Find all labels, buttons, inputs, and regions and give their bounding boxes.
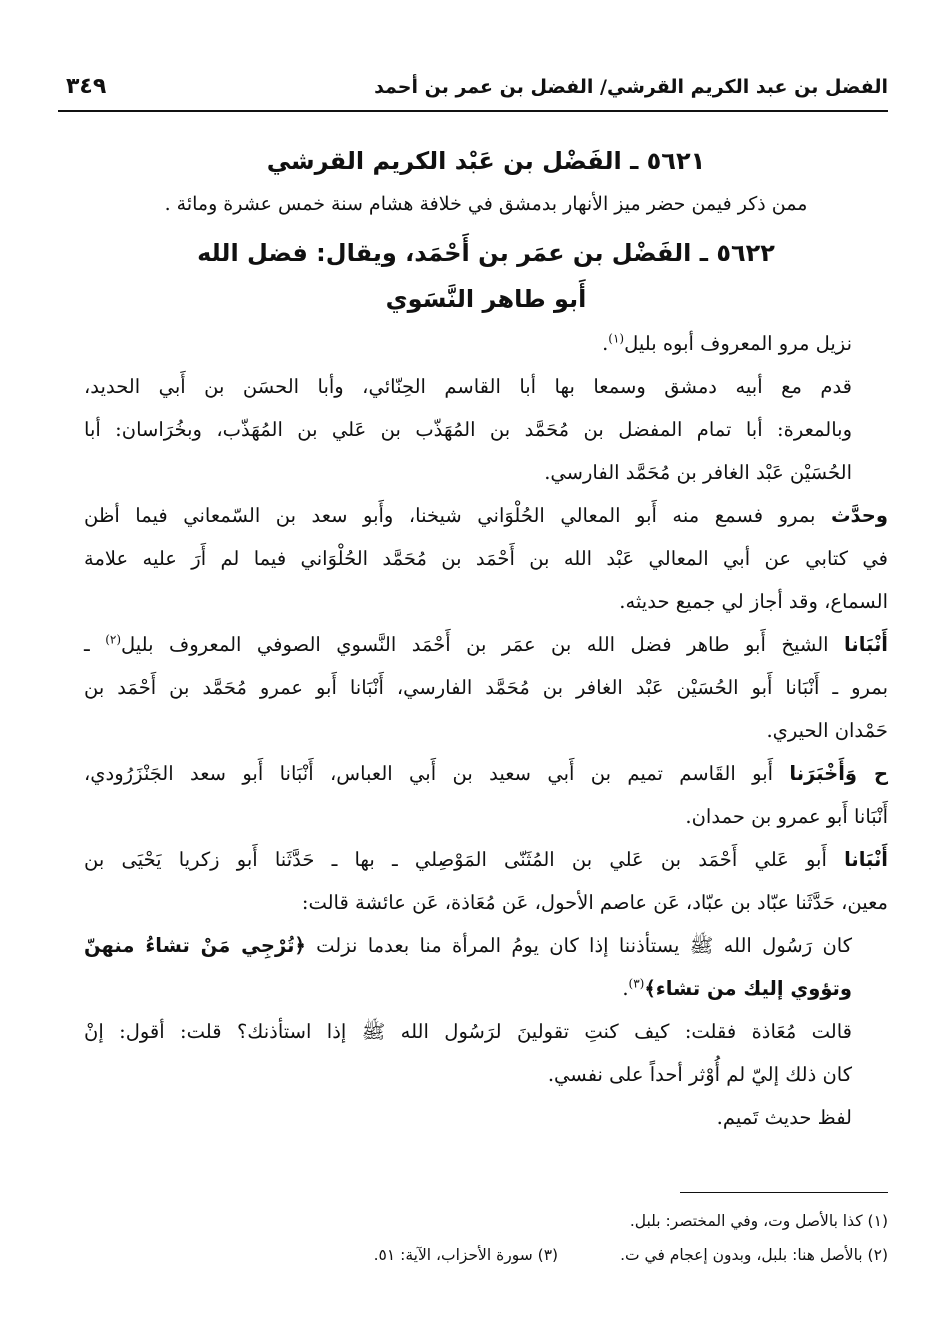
text-line [84,967,888,1010]
line-end: . [622,977,629,1000]
main-text [84,138,888,1139]
paragraph-1 [84,365,888,494]
text-line: أَنْبَانا أَبو عمرو بن حمدان. [685,805,888,828]
footnote-ref-2: (٢) [105,632,122,647]
intro-end: . [602,332,609,355]
text-line: معين، حَدَّثَنا عبّاد بن عبّاد، عَن عاصم الأحول، عَن مُعَاذة، عَن عائشة قالت: [301,891,888,914]
page-number: ٣٤٩ [66,74,107,99]
intro-text: نزيل مرو المعروف أبوه بليل [624,332,852,355]
text-line: قالت مُعَاذة فقلت: كيف كنتِ تقولينَ لرَسُول الله ﷺ إذا استأذنك؟ قلت: أقول: إنْ [84,1020,852,1043]
text-line: بمرو ـ أَنْبَانا أَبو الحُسَيْن عَبْد الغافر بن مُحَمَّد الفارسي، أَنْبَانا أَبو عمرو مُحَمَّد بن أَحْمَد بن [84,676,888,699]
line-text: الشيخ أَبو طاهر فضل الله بن عمَر بن أَحْمَد النَّسوي الصوفي المعروف بليل [121,633,845,656]
entry-5621-text: ممن ذكر فيمن حضر ميز الأنهار بدمشق في خلافة هشام سنة خمس عشرة ومائة . [164,193,808,215]
lead-word: أَنْبَانا [844,848,888,871]
lead-word: وَأَخْبَرَنا [789,762,857,785]
lead-word: وحدَّث [830,504,888,527]
page-header [58,68,888,108]
entry-heading-5622-kunya: أَبو طاهر النَّسَوي [385,285,587,313]
quran-verse: وتؤوي إليك من تشاء﴾ [644,977,852,1000]
text-line [84,623,888,666]
text-line [84,838,888,881]
paragraph-4 [84,752,888,838]
paragraph-3 [84,623,888,752]
paragraph-6 [84,924,888,1010]
line-end: ـ [84,633,106,656]
paragraph-5 [84,838,888,924]
footnote-1: (١) كذا بالأصل وت، وفي المختصر: بلبل. [629,1212,888,1230]
entry-heading-5621: ٥٦٢١ ـ الفَضْل بن عَبْد الكريم القرشي [266,147,706,175]
text-line: في كتابي عن أبي المعالي عَبْد الله بن أَحْمَد بن مُحَمَّد الحُلْوَاني فيما لم أَرَ عليه علامة [84,547,888,570]
running-title: الفضل بن عبد الكريم القرشي/ الفضل بن عمر بن أحمد [374,76,888,98]
line-text: كان رَسُول الله ﷺ يستأذننا إذا كان يومُ المرأة منا بعدما نزلت [305,934,852,957]
line-text: أَبو القَاسم تميم بن أَبي سعيد بن أَبي العباس، أَنْبَانا أَبو سعد الجَنْزَرُودي، [84,762,790,785]
lead-word: أَنْبَانا [844,633,888,656]
quran-verse: ﴿تُرْجِي مَنْ تشاءُ منهنّ [84,934,306,957]
footnote-rule [680,1192,888,1193]
text-line: قدم مع أبيه دمشق وسمعا بها أبا القاسم الحِنّائي، وأبا الحسَن بن أَبي الحديد، [84,375,852,398]
text-line [84,322,888,365]
line-text: أَبو عَلي أَحْمَد بن عَلي بن المُثَنّى المَوْصِلي ـ بها ـ حَدَّثَنا أَبو زكريا يَحْيَى بن [84,848,845,871]
text-line: لفظ حديث تَميم. [716,1106,852,1129]
text-line [84,752,888,795]
text-line: الحُسَيْن عَبْد الغافر بن مُحَمَّد الفارسي. [544,461,852,484]
entry-heading-5622: ٥٦٢٢ ـ الفَضْل بن عمَر بن أَحْمَد، ويقال: فضل الله [197,239,775,267]
footnote-ref-1: (١) [608,331,625,346]
footnote-3: (٣) سورة الأحزاب، الآية: ٥١. [373,1246,559,1264]
text-line: وبالمعرة: أبا تمام المفضل بن مُحَمَّد بن المُهَذّب بن عَلي بن المُهَذّب، وبخُرَاسان: أبا [84,418,852,441]
footnote-ref-3: (٣) [628,976,645,991]
footnotes [84,1204,888,1272]
text-line: حَمْدان الحيري. [766,719,888,742]
text-line [84,924,888,967]
text-line: كان ذلك إليّ لم أُوْثر أحداً على نفسي. [547,1063,852,1086]
footnote-row [84,1238,888,1272]
ha-marker: ح [857,762,888,785]
line-text: بمرو فسمع منه أَبو المعالي الحُلْوَاني شيخنا، وأَبو سعد بن السّمعاني فيما أظن [84,504,831,527]
text-line [84,494,888,537]
paragraph-2 [84,494,888,623]
footnote-2: (٢) بالأصل هنا: بلبل، وبدون إعجام في ت. [620,1246,888,1264]
header-rule [58,110,888,112]
paragraph-intro [84,322,888,365]
paragraph-7 [84,1010,888,1096]
text-line: السماع، وقد أجاز لي جميع حديثه. [619,590,888,613]
paragraph-8 [84,1096,888,1139]
